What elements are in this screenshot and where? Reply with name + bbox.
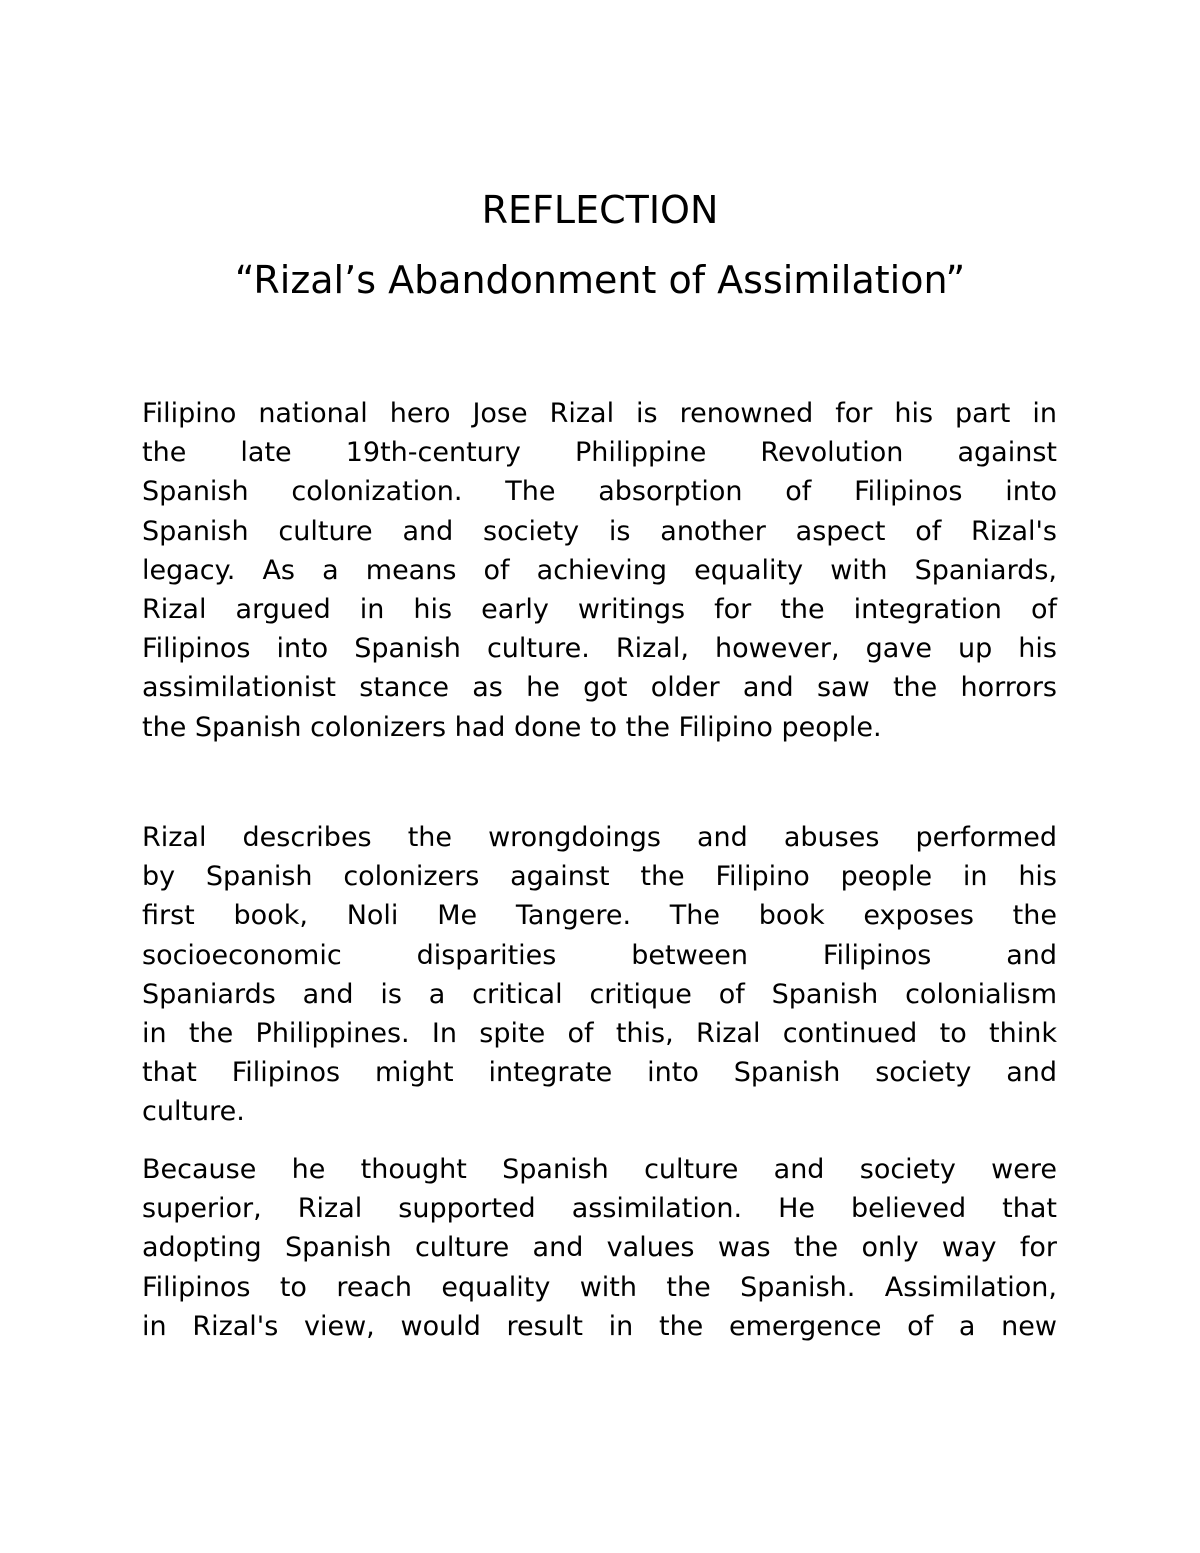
paragraph-2: [142, 818, 1057, 1132]
paragraph-line: superior, Rizal supported assimilation. He believed that: [142, 1193, 1057, 1225]
paragraph-3: [142, 1150, 1057, 1346]
paragraph-line: Filipinos to reach equality with the Spanish. Assimilation,: [142, 1271, 1057, 1303]
document-subtitle: “Rizal’s Abandonment of Assimilation”: [234, 258, 966, 302]
paragraph-line: socioeconomic disparities between Filipinos and: [142, 939, 1057, 971]
document-title: REFLECTION: [481, 188, 719, 232]
paragraph-line: Filipino national hero Jose Rizal is renowned for his part in: [142, 398, 1057, 429]
paragraph-line: the Spanish colonizers had done to the Filipino people.: [142, 711, 882, 743]
paragraph-line: Spaniards and is a critical critique of Spanish colonialism: [142, 978, 1057, 1010]
paragraph-line: adopting Spanish culture and values was the only way for: [142, 1232, 1057, 1264]
paragraph-line: Because he thought Spanish culture and society were: [142, 1154, 1057, 1185]
paragraph-line: Spanish colonization. The absorption of Filipinos into: [142, 476, 1057, 508]
paragraph-1: [142, 394, 1057, 747]
paragraph-line: the late 19th-century Philippine Revolution against: [142, 437, 1057, 469]
paragraph-line: culture.: [142, 1096, 245, 1128]
paragraph-line: assimilationist stance as he got older and saw the horrors: [142, 672, 1057, 704]
paragraph-line: Rizal describes the wrongdoings and abuses performed: [142, 822, 1057, 853]
paragraph-line: in the Philippines. In spite of this, Rizal continued to think: [142, 1018, 1057, 1050]
paragraph-line: in Rizal's view, would result in the emergence of a new: [142, 1310, 1057, 1342]
paragraph-line: that Filipinos might integrate into Spanish society and: [142, 1057, 1057, 1089]
paragraph-line: Rizal argued in his early writings for the integration of: [142, 594, 1057, 626]
paragraph-line: Spanish culture and society is another aspect of Rizal's: [142, 515, 1057, 547]
paragraph-line: by Spanish colonizers against the Filipino people in his: [142, 861, 1057, 893]
paragraph-line: Filipinos into Spanish culture. Rizal, however, gave up his: [142, 633, 1057, 665]
paragraph-line: legacy. As a means of achieving equality with Spaniards,: [142, 554, 1057, 586]
paragraph-line: first book, Noli Me Tangere. The book exposes the: [142, 900, 1057, 932]
